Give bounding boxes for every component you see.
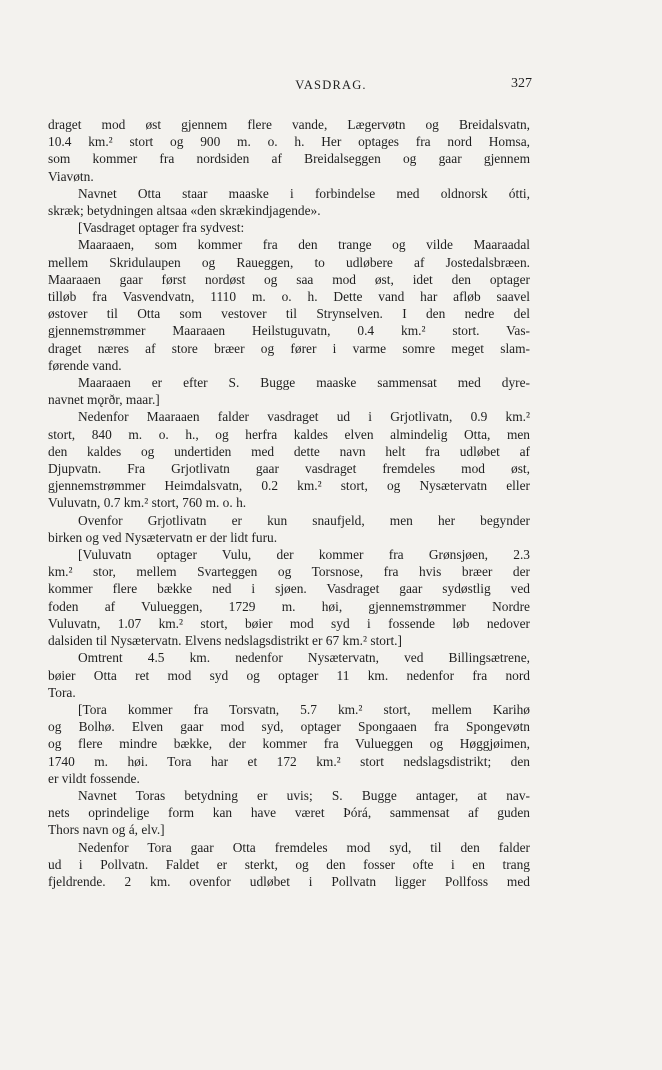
text-line: bøier Otta ret mod syd og optager 11 km. nedenfor fra nord xyxy=(48,667,530,683)
text-line: stort, 840 m. o. h., og herfra kaldes elven almindelig Otta, men xyxy=(48,426,530,442)
text-line: [Vuluvatn optager Vulu, der kommer fra Grønsjøen, 2.3 xyxy=(78,547,530,563)
text-line: Maaraaen er efter S. Bugge maaske sammensat med dyre- xyxy=(78,375,530,391)
page-number: 327 xyxy=(511,76,532,91)
text-line: Maaraaen gaar først nordøst og saa mod øst, idet den optager xyxy=(48,271,530,287)
text-line: Viavøtn. xyxy=(48,168,94,184)
text-line: Omtrent 4.5 km. nedenfor Nysætervatn, ved Billingsætrene, xyxy=(78,650,530,666)
text-line: Vuluvatn, 1.07 km.² stort, bøier mod syd i fossende løb nedover xyxy=(48,615,530,631)
text-line: dalsiden til Nysætervatn. Elvens nedslagsdistrikt er 67 km.² stort.] xyxy=(48,633,402,649)
text-line: Thors navn og á, elv.] xyxy=(48,822,165,838)
text-line: foden af Vulueggen, 1729 m. høi, gjennemstrømmer Nordre xyxy=(48,598,530,614)
text-line: Nedenfor Maaraaen falder vasdraget ud i Grjotlivatn, 0.9 km.² xyxy=(78,409,530,425)
text-line: Navnet Otta staar maaske i forbindelse med oldnorsk ótti, xyxy=(78,185,530,201)
text-line: førende vand. xyxy=(48,357,122,373)
text-line: Tora. xyxy=(48,684,76,700)
text-line: og Bolhø. Elven gaar mod syd, optager Spongaaen fra Spongevøtn xyxy=(48,719,530,735)
text-line: draget næres af store bræer og fører i varme somre meget slam- xyxy=(48,340,530,356)
text-line: ud i Pollvatn. Faldet er sterkt, og den fosser ofte i en trang xyxy=(48,856,530,872)
text-line: tilløb fra Vasvendvatn, 1110 m. o. h. Dette vand har afløb saavel xyxy=(48,289,530,305)
text-line: [Vasdraget optager fra sydvest: xyxy=(78,220,245,236)
text-line: skræk; betydningen altsaa «den skrækindjagende». xyxy=(48,203,321,219)
text-line: Vuluvatn, 0.7 km.² stort, 760 m. o. h. xyxy=(48,495,247,511)
text-line: er vildt fossende. xyxy=(48,770,140,786)
text-line: kommer flere bække ned i sjøen. Vasdraget gaar sydøstlig ved xyxy=(48,581,530,597)
text-line: navnet mǫrðr, maar.] xyxy=(48,392,160,408)
text-line: birken og ved Nysætervatn er der lidt furu. xyxy=(48,529,278,545)
text-line: Ovenfor Grjotlivatn er kun snaufjeld, men her begynder xyxy=(78,512,530,528)
text-line: [Tora kommer fra Torsvatn, 5.7 km.² stort, mellem Karihø xyxy=(78,701,530,717)
running-header-title: VASDRAG. xyxy=(295,78,367,92)
text-line: Navnet Toras betydning er uvis; S. Bugge antager, at nav- xyxy=(78,787,530,803)
text-line: gjennemstrømmer Maaraaen Heilstuguvatn, 0.4 km.² stort. Vas- xyxy=(48,323,530,339)
text-line: 1740 m. høi. Tora har et 172 km.² stort nedslagsdistrikt; den xyxy=(48,753,530,769)
text-line: gjennemstrømmer Heimdalsvatn, 0.2 km.² stort, og Nysætervatn eller xyxy=(48,478,530,494)
text-line: Maaraaen, som kommer fra den trange og vilde Maaraadal xyxy=(78,237,530,253)
text-line: fjeldrende. 2 km. ovenfor udløbet i Pollvatn ligger Pollfoss med xyxy=(48,873,530,889)
text-line: og flere mindre bække, der kommer fra Vulueggen og Høggjøimen, xyxy=(48,736,530,752)
text-line: Djupvatn. Fra Grjotlivatn gaar vasdraget fremdeles mod øst, xyxy=(48,461,530,477)
text-line: km.² stor, mellem Svarteggen og Torsnose, fra hvis bræer der xyxy=(48,564,530,580)
text-line: draget mod øst gjennem flere vande, Lægervøtn og Breidalsvatn, xyxy=(48,117,530,132)
text-line: Nedenfor Tora gaar Otta fremdeles mod syd, til den falder xyxy=(78,839,530,855)
body-text xyxy=(48,116,530,890)
text-line: 10.4 km.² stort og 900 m. o. h. Her optages fra nord Homsa, xyxy=(48,134,530,150)
text-line: østover til Otta som vestover til Strynselven. I den nedre del xyxy=(48,306,530,322)
text-line: den kaldes og undertiden med dette navn helt fra udløbet af xyxy=(48,443,530,459)
text-line: nets oprindelige form kan have været Þórá, sammensat af guden xyxy=(48,805,530,821)
text-line: mellem Skridulaupen og Raueggen, to udløbere af Jostedalsbræen. xyxy=(48,254,530,270)
text-line: som kommer fra nordsiden af Breidalseggen og gaar gjennem xyxy=(48,151,530,167)
